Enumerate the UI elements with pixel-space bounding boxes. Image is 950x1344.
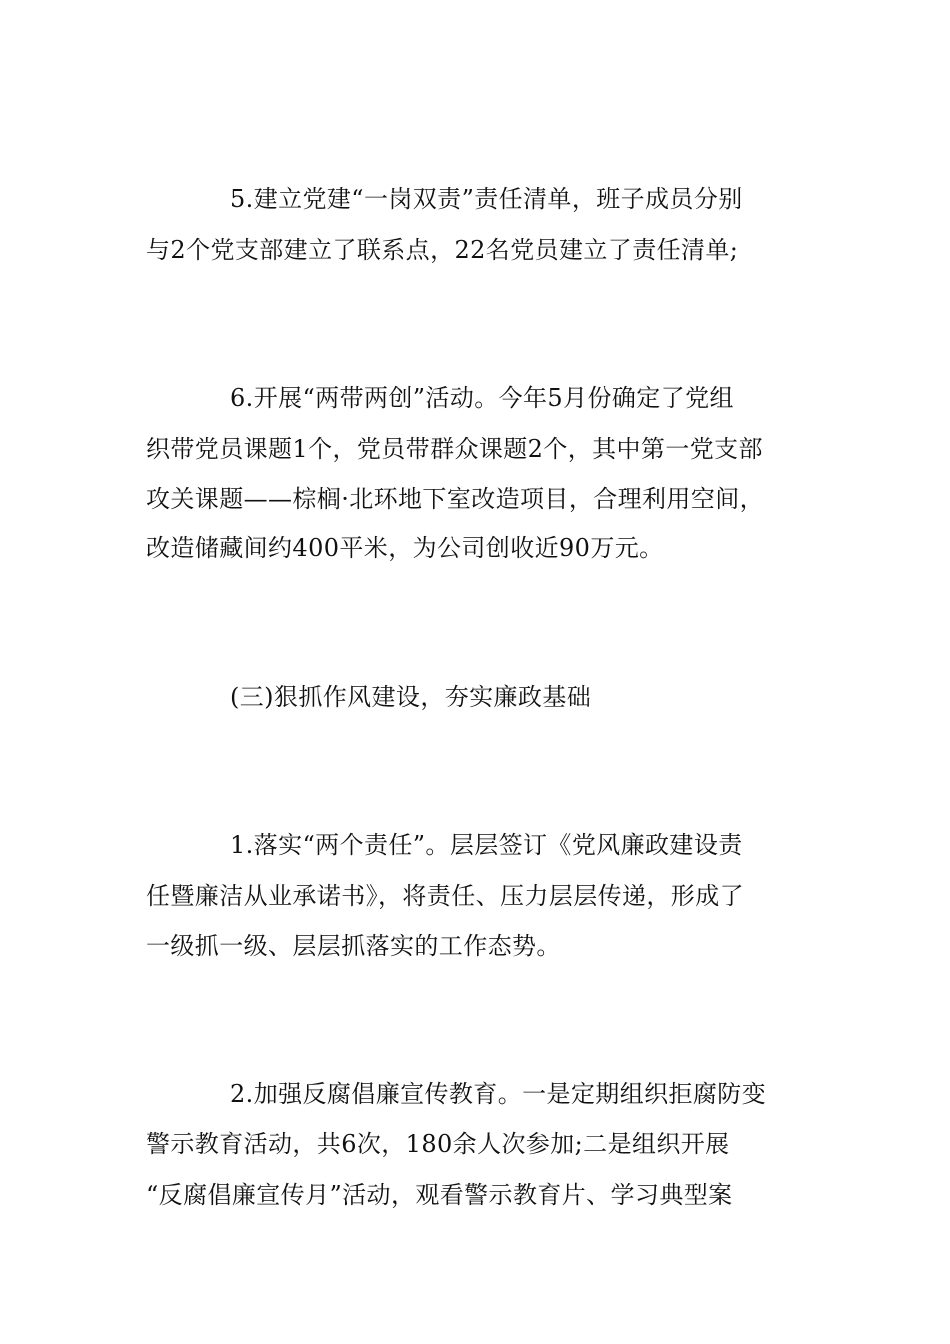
paragraph-6-line-1: 6.开展“两带两创”活动。今年5月份确定了党组 <box>230 384 734 412</box>
paragraph-5-line-1: 5.建立党建“一岗双责”责任清单，班子成员分别 <box>230 185 743 213</box>
paragraph-1-line-1: 1.落实“两个责任”。层层签订《党风廉政建设责 <box>230 831 743 859</box>
paragraph-2-line-1: 2.加强反腐倡廉宣传教育。一是定期组织拒腐防变 <box>230 1080 767 1108</box>
paragraph-2-line-2: 警示教育活动，共6次，180余人次参加;二是组织开展 <box>146 1130 730 1158</box>
section-heading-3: (三)狠抓作风建设，夯实廉政基础 <box>230 683 592 711</box>
paragraph-2-line-3: “反腐倡廉宣传月”活动，观看警示教育片、学习典型案 <box>146 1181 733 1209</box>
paragraph-1-line-3: 一级抓一级、层层抓落实的工作态势。 <box>146 932 561 960</box>
paragraph-5-line-2: 与2个党支部建立了联系点，22名党员建立了责任清单; <box>146 236 739 264</box>
paragraph-6-line-2: 织带党员课题1个，党员带群众课题2个，其中第一党支部 <box>146 435 763 463</box>
paragraph-6-line-3: 攻关课题——棕榈·北环地下室改造项目，合理利用空间， <box>146 485 765 513</box>
paragraph-1-line-2: 任暨廉洁从业承诺书》，将责任、压力层层传递，形成了 <box>146 882 744 910</box>
paragraph-6-line-4: 改造储藏间约400平米，为公司创收近90万元。 <box>146 534 664 562</box>
